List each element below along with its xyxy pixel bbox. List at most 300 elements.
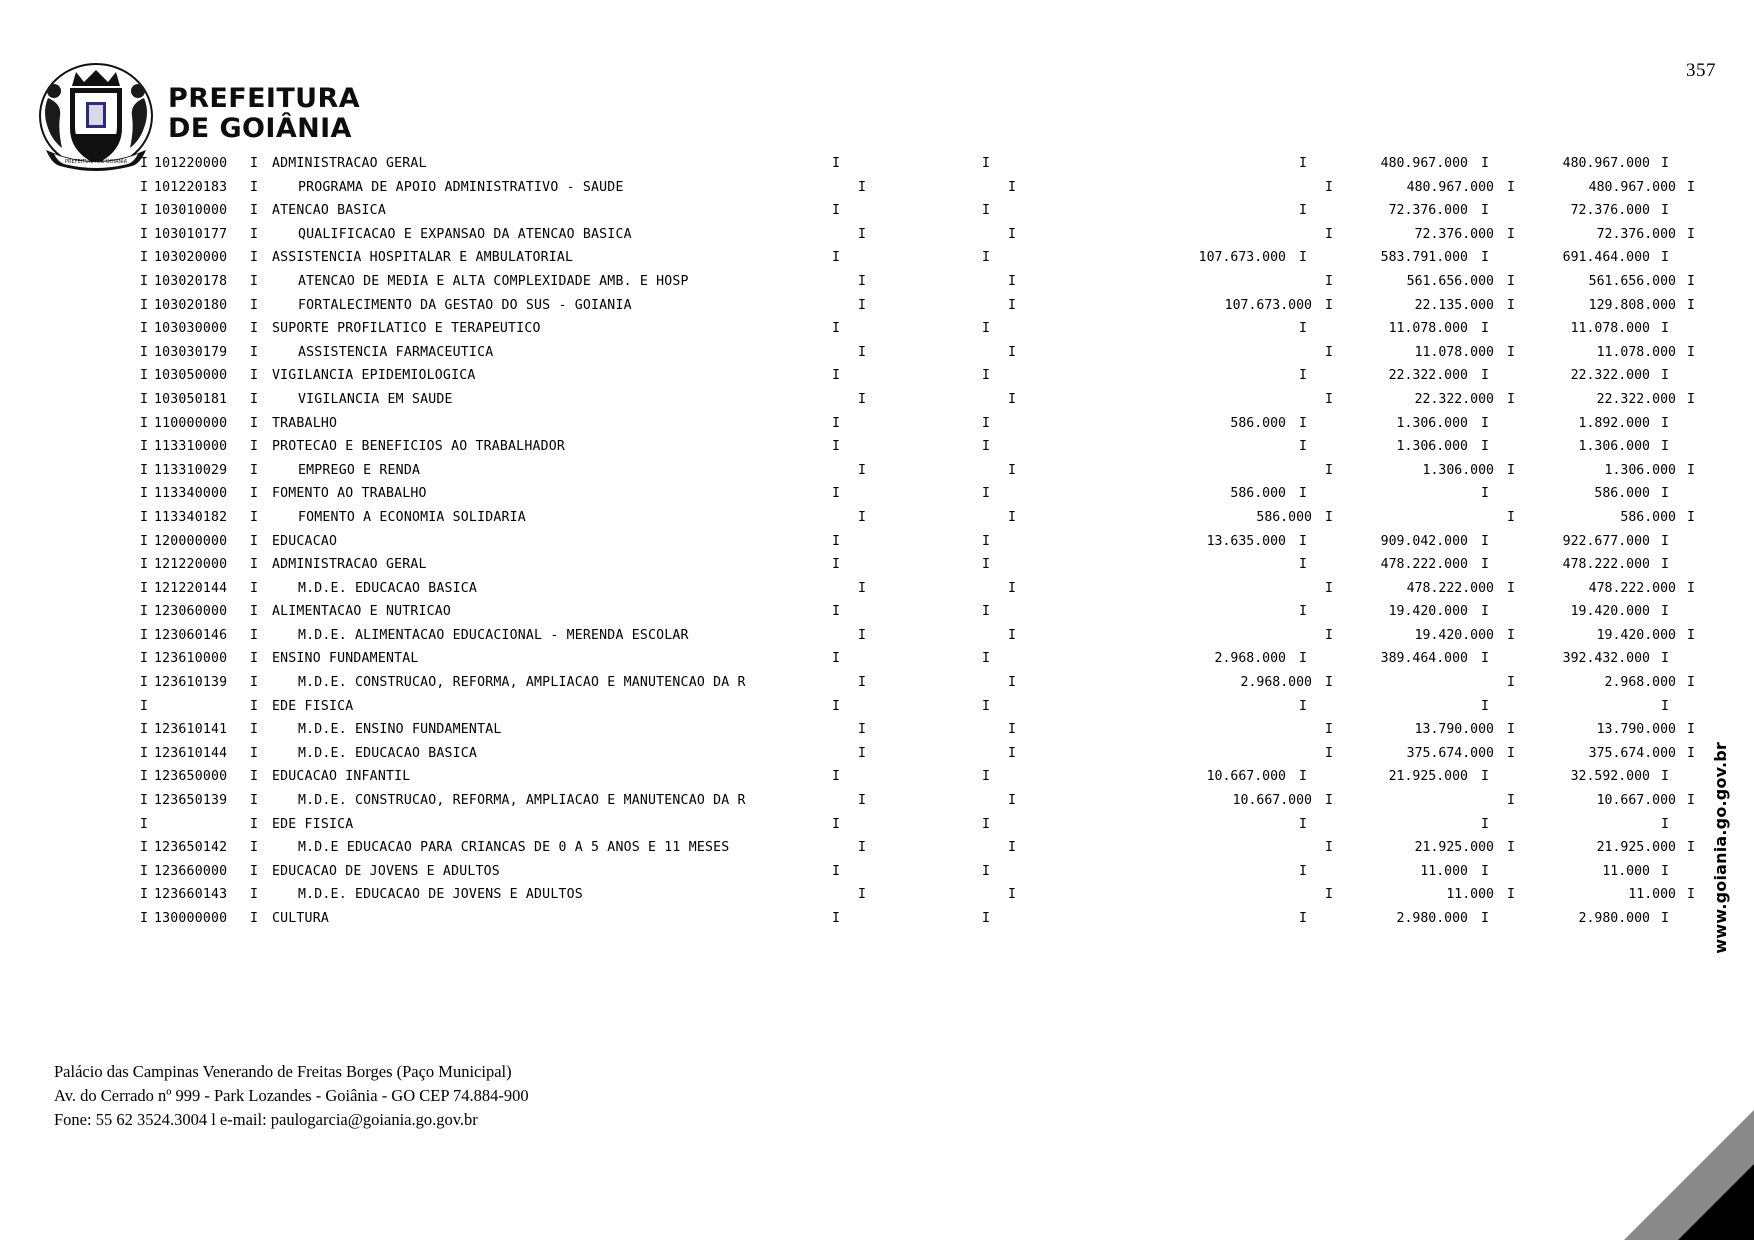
row-separator-6: I (1507, 391, 1515, 407)
row-separator-4: I (1008, 887, 1016, 903)
table-row (140, 412, 1669, 436)
row-value-3: 478.222.000 (1588, 580, 1676, 596)
row-separator-5: I (1325, 462, 1333, 478)
table-row (140, 624, 1695, 648)
row-separator-1: I (140, 321, 148, 337)
row-value-3: 375.674.000 (1588, 745, 1676, 761)
row-separator-3: I (832, 604, 840, 620)
brand-line-2: DE GOIÂNIA (168, 113, 352, 145)
row-separator-7: I (1687, 675, 1695, 691)
row-separator-7: I (1661, 203, 1669, 219)
row-value-2: 1.306.000 (1396, 415, 1468, 431)
row-value-3: 11.078.000 (1570, 321, 1650, 337)
row-separator-7: I (1661, 911, 1669, 926)
row-code: 113340000 (154, 486, 228, 502)
row-separator-2: I (250, 297, 258, 313)
row-separator-5: I (1299, 604, 1307, 620)
row-separator-4: I (982, 250, 990, 266)
row-separator-7: I (1661, 863, 1669, 879)
row-description: EDUCACAO DE JOVENS E ADULTOS (272, 863, 500, 879)
row-description: SUPORTE PROFILATICO E TERAPEUTICO (272, 321, 541, 337)
row-separator-6: I (1481, 557, 1489, 573)
row-separator-1: I (140, 840, 148, 856)
table-row (140, 506, 1695, 530)
row-separator-7: I (1661, 321, 1669, 337)
row-separator-7: I (1661, 816, 1669, 832)
row-code: 123610144 (154, 745, 228, 761)
row-description: EDE FISICA (272, 698, 354, 714)
row-separator-7: I (1687, 509, 1695, 525)
row-value-2: 375.674.000 (1406, 745, 1494, 761)
row-separator-6: I (1507, 675, 1515, 691)
row-separator-4: I (982, 533, 990, 549)
row-description: ALIMENTACAO E NUTRICAO (272, 604, 452, 620)
row-separator-3: I (858, 509, 866, 525)
row-code: 123650000 (154, 769, 228, 785)
row-description: PROTECAO E BENEFICIOS AO TRABALHADOR (272, 439, 566, 455)
row-separator-6: I (1481, 863, 1489, 879)
row-separator-1: I (140, 675, 148, 691)
row-code: 101220183 (154, 179, 228, 195)
row-separator-7: I (1661, 651, 1669, 667)
row-separator-6: I (1507, 793, 1515, 809)
row-separator-5: I (1325, 675, 1333, 691)
row-separator-5: I (1299, 486, 1307, 502)
row-separator-2: I (250, 250, 258, 266)
row-value-2: 11.000 (1420, 863, 1468, 879)
row-separator-2: I (250, 273, 258, 289)
row-separator-4: I (982, 604, 990, 620)
table-row (140, 364, 1669, 388)
row-separator-1: I (140, 816, 148, 832)
row-value-2: 480.967.000 (1406, 179, 1494, 195)
row-separator-3: I (832, 557, 840, 573)
row-separator-2: I (250, 651, 258, 667)
row-separator-3: I (832, 486, 840, 502)
row-code: 113310029 (154, 462, 228, 478)
row-description: ATENCAO DE MEDIA E ALTA COMPLEXIDADE AMB. E HOSP (298, 273, 689, 289)
row-code: 123650139 (154, 793, 228, 809)
table-row (140, 789, 1695, 813)
table-row (140, 671, 1695, 695)
row-separator-5: I (1299, 698, 1307, 714)
row-value-3: 561.656.000 (1588, 273, 1676, 289)
row-separator-5: I (1299, 156, 1307, 171)
row-separator-1: I (140, 745, 148, 761)
row-separator-1: I (140, 604, 148, 620)
row-separator-3: I (832, 250, 840, 266)
row-separator-1: I (140, 297, 148, 313)
row-value-2: 11.078.000 (1414, 344, 1494, 360)
row-separator-6: I (1507, 627, 1515, 643)
row-value-2: 389.464.000 (1380, 651, 1468, 667)
row-separator-4: I (1008, 745, 1016, 761)
row-separator-4: I (1008, 580, 1016, 596)
row-description: TRABALHO (272, 415, 338, 431)
row-separator-5: I (1299, 911, 1307, 926)
row-description: ADMINISTRACAO GERAL (272, 557, 427, 573)
row-code: 123060000 (154, 604, 228, 620)
row-separator-1: I (140, 627, 148, 643)
row-separator-1: I (140, 368, 148, 384)
row-code: 103020000 (154, 250, 228, 266)
row-code: 101220000 (154, 156, 228, 171)
row-value-3: 22.322.000 (1596, 391, 1676, 407)
table-row (140, 199, 1669, 223)
row-separator-5: I (1325, 391, 1333, 407)
row-value-1: 2.968.000 (1214, 651, 1286, 667)
row-separator-2: I (250, 321, 258, 337)
row-separator-7: I (1661, 769, 1669, 785)
row-separator-6: I (1481, 250, 1489, 266)
table-row (140, 813, 1669, 837)
row-description: M.D.E. EDUCACAO BASICA (298, 580, 478, 596)
row-separator-1: I (140, 698, 148, 714)
row-separator-1: I (140, 273, 148, 289)
page-number: 357 (1686, 60, 1716, 81)
row-value-3: 72.376.000 (1570, 203, 1650, 219)
row-separator-3: I (858, 179, 866, 195)
row-separator-7: I (1661, 557, 1669, 573)
row-separator-3: I (858, 226, 866, 242)
row-separator-3: I (858, 675, 866, 691)
row-separator-5: I (1299, 816, 1307, 832)
row-code: 103030000 (154, 321, 228, 337)
row-separator-1: I (140, 179, 148, 195)
row-separator-5: I (1325, 344, 1333, 360)
table-row (140, 294, 1695, 318)
row-description: PROGRAMA DE APOIO ADMINISTRATIVO - SAUDE (298, 179, 624, 195)
row-separator-3: I (858, 273, 866, 289)
row-value-3: 392.432.000 (1562, 651, 1650, 667)
row-value-1: 107.673.000 (1198, 250, 1286, 266)
row-separator-7: I (1687, 580, 1695, 596)
row-separator-6: I (1481, 533, 1489, 549)
row-separator-4: I (982, 486, 990, 502)
row-separator-5: I (1325, 840, 1333, 856)
row-separator-4: I (1008, 627, 1016, 643)
row-value-2: 21.925.000 (1414, 840, 1494, 856)
row-description: ASSISTENCIA FARMACEUTICA (298, 344, 494, 360)
row-separator-2: I (250, 439, 258, 455)
row-separator-2: I (250, 604, 258, 620)
row-code: 121220144 (154, 580, 228, 596)
row-separator-5: I (1325, 627, 1333, 643)
row-separator-4: I (982, 863, 990, 879)
row-separator-3: I (858, 391, 866, 407)
row-separator-7: I (1661, 698, 1669, 714)
row-separator-7: I (1687, 745, 1695, 761)
row-separator-5: I (1299, 203, 1307, 219)
row-separator-3: I (832, 769, 840, 785)
table-row (140, 765, 1669, 789)
row-separator-3: I (832, 439, 840, 455)
row-separator-2: I (250, 580, 258, 596)
row-separator-1: I (140, 793, 148, 809)
row-value-1: 10.667.000 (1206, 769, 1286, 785)
row-separator-4: I (982, 698, 990, 714)
row-code: 130000000 (154, 911, 228, 926)
row-code: 113340182 (154, 509, 228, 525)
row-value-3: 32.592.000 (1570, 769, 1650, 785)
row-value-3: 1.306.000 (1604, 462, 1676, 478)
row-separator-3: I (832, 415, 840, 431)
row-separator-4: I (982, 321, 990, 337)
table-row (140, 223, 1695, 247)
row-separator-7: I (1687, 391, 1695, 407)
row-separator-4: I (982, 557, 990, 573)
row-separator-5: I (1299, 439, 1307, 455)
row-separator-5: I (1299, 250, 1307, 266)
row-value-3: 13.790.000 (1596, 722, 1676, 738)
row-separator-3: I (858, 462, 866, 478)
row-separator-7: I (1687, 462, 1695, 478)
row-separator-2: I (250, 203, 258, 219)
row-description: M.D.E. CONSTRUCAO, REFORMA, AMPLIACAO E MANUTENCAO DA R (298, 793, 746, 809)
row-separator-1: I (140, 226, 148, 242)
row-separator-4: I (982, 816, 990, 832)
row-description: M.D.E. CONSTRUCAO, REFORMA, AMPLIACAO E MANUTENCAO DA R (298, 675, 746, 691)
row-separator-6: I (1481, 156, 1489, 171)
row-value-2: 72.376.000 (1414, 226, 1494, 242)
row-value-3: 22.322.000 (1570, 368, 1650, 384)
table-row (140, 341, 1695, 365)
row-separator-1: I (140, 486, 148, 502)
row-separator-7: I (1687, 840, 1695, 856)
row-separator-6: I (1507, 722, 1515, 738)
row-separator-2: I (250, 226, 258, 242)
row-description: ASSISTENCIA HOSPITALAR E AMBULATORIAL (272, 250, 574, 266)
row-separator-5: I (1325, 745, 1333, 761)
row-separator-7: I (1687, 226, 1695, 242)
row-separator-7: I (1661, 439, 1669, 455)
row-separator-6: I (1481, 604, 1489, 620)
row-code: 103010177 (154, 226, 228, 242)
row-separator-7: I (1661, 156, 1669, 171)
row-separator-5: I (1325, 226, 1333, 242)
table-row (140, 270, 1695, 294)
row-separator-7: I (1687, 344, 1695, 360)
row-description: QUALIFICACAO E EXPANSAO DA ATENCAO BASICA (298, 226, 632, 242)
row-separator-6: I (1481, 439, 1489, 455)
row-separator-1: I (140, 391, 148, 407)
row-separator-1: I (140, 415, 148, 431)
table-row (140, 860, 1669, 884)
row-separator-4: I (1008, 462, 1016, 478)
row-value-3: 922.677.000 (1562, 533, 1650, 549)
row-separator-6: I (1481, 368, 1489, 384)
row-separator-7: I (1687, 887, 1695, 903)
row-separator-2: I (250, 415, 258, 431)
row-separator-2: I (250, 863, 258, 879)
row-separator-3: I (832, 321, 840, 337)
footer-address (54, 1060, 529, 1132)
row-separator-6: I (1507, 580, 1515, 596)
row-separator-5: I (1325, 297, 1333, 313)
row-value-3: 72.376.000 (1596, 226, 1676, 242)
row-description: VIGILANCIA EPIDEMIOLOGICA (272, 368, 476, 384)
row-value-2: 13.790.000 (1414, 722, 1494, 738)
row-description: M.D.E. EDUCACAO BASICA (298, 745, 478, 761)
table-row (140, 246, 1669, 270)
row-separator-1: I (140, 580, 148, 596)
row-separator-6: I (1481, 203, 1489, 219)
budget-table (140, 152, 1695, 931)
row-description: FORTALECIMENTO DA GESTAO DO SUS - GOIANIA (298, 297, 632, 313)
row-separator-2: I (250, 344, 258, 360)
row-description: ENSINO FUNDAMENTAL (272, 651, 419, 667)
row-description: EDE FISICA (272, 816, 354, 832)
table-row (140, 718, 1695, 742)
row-separator-6: I (1481, 651, 1489, 667)
row-separator-2: I (250, 462, 258, 478)
row-code: 123650142 (154, 840, 228, 856)
row-separator-7: I (1687, 273, 1695, 289)
row-code: 123610141 (154, 722, 228, 738)
row-value-3: 10.667.000 (1596, 793, 1676, 809)
footer-line-2: Av. do Cerrado nº 999 - Park Lozandes - Goiânia - GO CEP 74.884-900 (54, 1086, 529, 1106)
row-separator-7: I (1687, 722, 1695, 738)
row-separator-3: I (832, 816, 840, 832)
row-separator-7: I (1661, 415, 1669, 431)
row-separator-5: I (1325, 273, 1333, 289)
row-separator-7: I (1687, 627, 1695, 643)
table-row (140, 836, 1695, 860)
row-separator-6: I (1481, 415, 1489, 431)
row-separator-6: I (1481, 321, 1489, 337)
row-description: M.D.E EDUCACAO PARA CRIANCAS DE 0 A 5 ANOS E 11 MESES (298, 840, 730, 856)
row-value-2: 21.925.000 (1388, 769, 1468, 785)
row-separator-3: I (858, 297, 866, 313)
row-separator-4: I (1008, 509, 1016, 525)
row-separator-5: I (1325, 179, 1333, 195)
row-separator-6: I (1507, 179, 1515, 195)
row-value-2: 72.376.000 (1388, 203, 1468, 219)
row-code: 103010000 (154, 203, 228, 219)
row-value-3: 19.420.000 (1570, 604, 1650, 620)
row-value-2: 11.078.000 (1388, 321, 1468, 337)
row-separator-2: I (250, 179, 258, 195)
row-code: 123610139 (154, 675, 228, 691)
row-separator-1: I (140, 651, 148, 667)
row-separator-4: I (982, 156, 990, 171)
row-separator-4: I (1008, 675, 1016, 691)
row-separator-2: I (250, 509, 258, 525)
row-separator-5: I (1325, 887, 1333, 903)
row-value-1: 586.000 (1256, 509, 1312, 525)
row-separator-4: I (982, 911, 990, 926)
row-separator-4: I (1008, 793, 1016, 809)
row-separator-5: I (1325, 722, 1333, 738)
row-separator-1: I (140, 509, 148, 525)
table-row (140, 482, 1669, 506)
table-row (140, 600, 1669, 624)
row-separator-1: I (140, 344, 148, 360)
row-value-2: 478.222.000 (1380, 557, 1468, 573)
row-code: 120000000 (154, 533, 228, 549)
row-separator-3: I (858, 344, 866, 360)
row-separator-1: I (140, 203, 148, 219)
row-description: M.D.E. ALIMENTACAO EDUCACIONAL - MERENDA ESCOLAR (298, 627, 689, 643)
row-separator-3: I (832, 368, 840, 384)
table-row (140, 553, 1669, 577)
brand-line-1: PREFEITURA (168, 83, 360, 114)
row-separator-6: I (1507, 840, 1515, 856)
row-separator-1: I (140, 557, 148, 573)
row-separator-2: I (250, 698, 258, 714)
footer-line-3: Fone: 55 62 3524.3004 l e-mail: paulogarcia@goiania.go.gov.br (54, 1110, 478, 1130)
row-separator-5: I (1299, 321, 1307, 337)
footer-line-1: Palácio das Campinas Venerando de Freitas Borges (Paço Municipal) (54, 1062, 512, 1082)
table-row (140, 459, 1695, 483)
row-code: 123610000 (154, 651, 228, 667)
row-description: EDUCACAO (272, 533, 338, 549)
row-value-2: 22.322.000 (1388, 368, 1468, 384)
row-separator-3: I (832, 698, 840, 714)
row-separator-7: I (1687, 793, 1695, 809)
row-description: VIGILANCIA EM SAUDE (298, 391, 453, 407)
row-separator-7: I (1661, 533, 1669, 549)
row-value-2: 22.135.000 (1414, 297, 1494, 313)
row-separator-7: I (1661, 486, 1669, 502)
row-separator-2: I (250, 533, 258, 549)
row-value-2: 480.967.000 (1380, 156, 1468, 171)
row-separator-4: I (982, 368, 990, 384)
brand-wordmark (168, 84, 360, 144)
row-value-1: 586.000 (1230, 486, 1286, 502)
row-separator-4: I (1008, 722, 1016, 738)
row-value-1: 586.000 (1230, 415, 1286, 431)
row-separator-5: I (1299, 415, 1307, 431)
row-separator-6: I (1481, 769, 1489, 785)
row-value-2: 583.791.000 (1380, 250, 1468, 266)
row-code: 103050000 (154, 368, 228, 384)
row-separator-2: I (250, 156, 258, 171)
table-row (140, 883, 1695, 907)
table-row (140, 695, 1669, 719)
row-separator-5: I (1325, 509, 1333, 525)
row-value-2: 909.042.000 (1380, 533, 1468, 549)
row-code: 103020178 (154, 273, 228, 289)
row-separator-2: I (250, 675, 258, 691)
row-separator-4: I (982, 415, 990, 431)
row-separator-1: I (140, 156, 148, 171)
row-separator-5: I (1299, 368, 1307, 384)
row-separator-2: I (250, 887, 258, 903)
row-code: 121220000 (154, 557, 228, 573)
website-url-vertical: www.goiania.go.gov.br (1711, 742, 1730, 954)
row-value-1: 13.635.000 (1206, 533, 1286, 549)
table-row (140, 907, 1669, 931)
row-separator-4: I (982, 439, 990, 455)
row-separator-3: I (858, 627, 866, 643)
row-value-3: 21.925.000 (1596, 840, 1676, 856)
table-row (140, 317, 1669, 341)
row-separator-1: I (140, 462, 148, 478)
row-separator-2: I (250, 391, 258, 407)
row-separator-7: I (1687, 297, 1695, 313)
row-separator-1: I (140, 863, 148, 879)
row-separator-5: I (1325, 580, 1333, 596)
row-description: FOMENTO AO TRABALHO (272, 486, 427, 502)
row-separator-2: I (250, 722, 258, 738)
row-separator-3: I (832, 651, 840, 667)
row-value-3: 480.967.000 (1562, 156, 1650, 171)
row-separator-2: I (250, 557, 258, 573)
row-separator-1: I (140, 250, 148, 266)
row-description: M.D.E. EDUCACAO DE JOVENS E ADULTOS (298, 887, 583, 903)
row-separator-2: I (250, 911, 258, 926)
